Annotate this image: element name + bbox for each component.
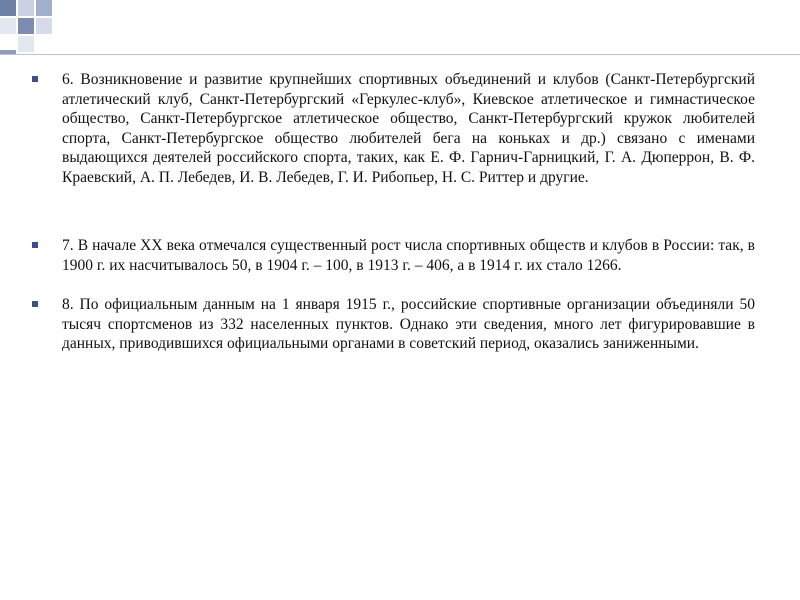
decor-square [0,0,16,16]
list-item-text: 8. По официальным данным на 1 января 1915 г., российские спортивные организации объединяли 50 тысяч спортсменов из 332 населенных пунктов. Однако эти сведения, много лет фигурировавшие в данных, приводившихся официальными органами в советский период, оказались заниженными. [62,296,755,352]
decor-square [18,0,34,16]
bullet-list [30,70,755,354]
list-item-text: 6. Возникновение и развитие крупнейших спортивных объединений и клубов (Санкт-Петербургский атлетический клуб, Санкт-Петербургский «Геркулес-клуб», Киевское атлетическое и гимнастическое общество, Санкт-Петербургское атлетическое общество, Санкт-Петербургский кружок любителей спорта, Санкт-Петербургское общество любителей бега на коньках и др.) связано с именами выдающихся деятелей российского спорта, таких, как Е. Ф. Гарнич-Гарницкий, Г. А. Дюперрон, В. Ф. Краевский, А. П. Лебедев, И. В. Лебедев, Г. И. Рибопьер, Н. С. Риттер и другие. [62,71,755,186]
decor-square [0,18,16,34]
square-bullet-icon [32,76,38,82]
header-divider [0,54,800,55]
decor-square [18,18,34,34]
corner-squares-decoration [0,0,60,52]
list-item [30,295,755,354]
decor-square [36,0,52,16]
decor-square [36,18,52,34]
square-bullet-icon [32,242,38,248]
list-item [30,70,755,187]
square-bullet-icon [32,301,38,307]
list-item [30,236,755,275]
list-item-text: 7. В начале XX века отмечался существенный рост числа спортивных обществ и клубов в России: так, в 1900 г. их насчитывалось 50, в 1904 г. – 100, в 1913 г. – 406, а в 1914 г. их стало 1266. [62,237,755,274]
decor-square [18,36,34,52]
